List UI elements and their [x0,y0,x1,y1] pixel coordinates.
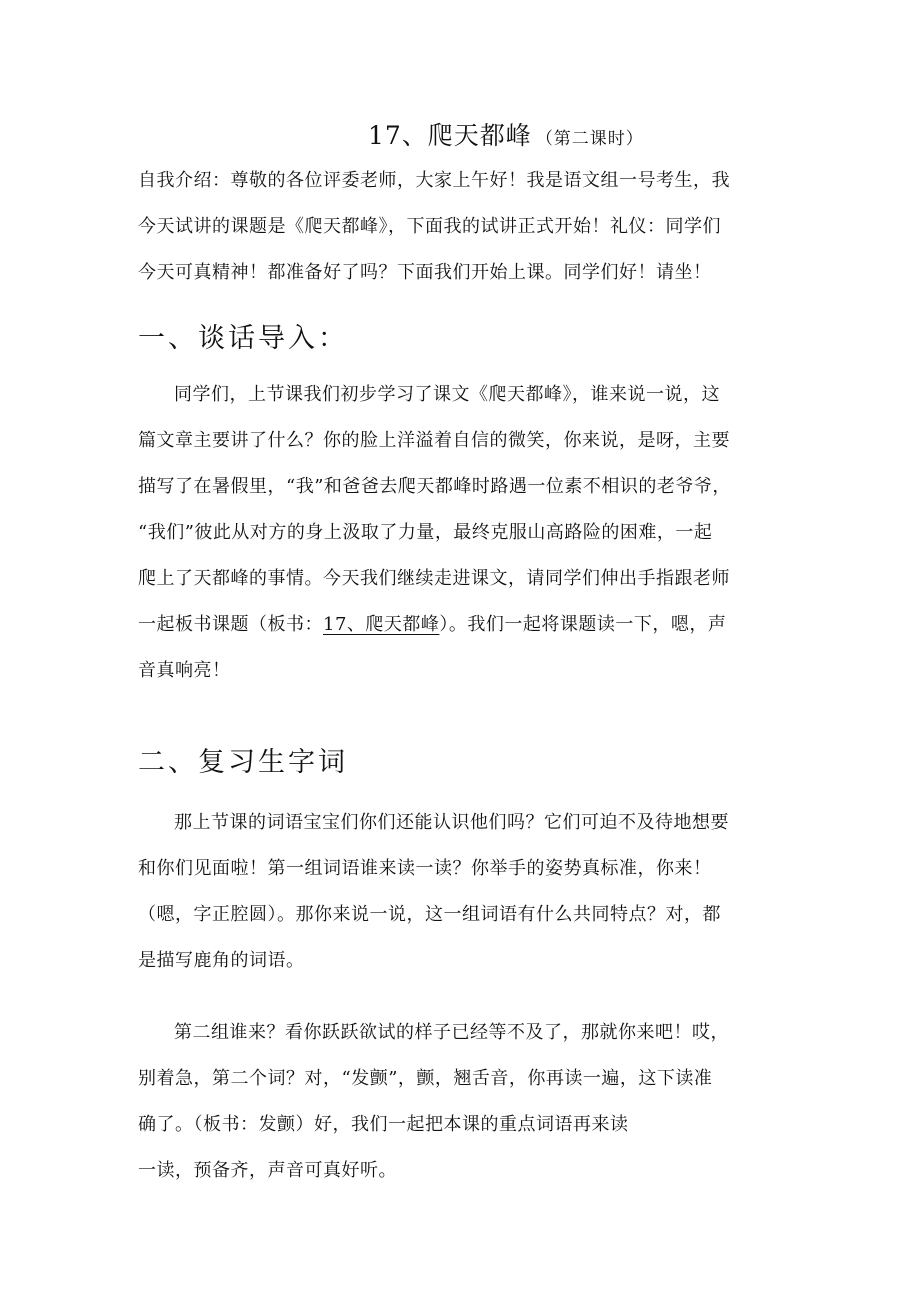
paragraph-line: 一读，预备齐，声音可真好听。 [138,1160,397,1181]
section-heading-1: 一、谈话导入： [138,323,348,354]
intro-paragraph [138,158,788,296]
paragraph-line: 确了。（板书：发颤）好，我们一起把本课的重点词语再来读 [138,1114,629,1135]
paragraph-line-text: 同学们，上节课我们初步学习了课文《爬天都峰》，谁来说一说，这 [174,384,720,405]
section2-paragraph-1 [138,800,788,984]
paragraph-line: 别着急，第二个词？对，“发颤”，颤，翘舌音，你再读一遍，这下读准 [138,1068,713,1089]
paragraph-line: 描写了在暑假里，“我”和爸爸去爬天都峰时路遇一位素不相识的老爷爷， [138,476,731,497]
paragraph-line: 篇文章主要讲了什么？你的脸上洋溢着自信的微笑，你来说，是呀，主要 [138,430,730,451]
line-text: ）。我们一起将课题读一下，嗯，声 [439,614,727,635]
paragraph-line [138,1010,788,1056]
section2-paragraph-2 [138,1010,788,1194]
intro-line: 今天试讲的课题是《爬天都峰》，下面我的试讲正式开始！礼仪：同学们 [138,216,721,237]
intro-line: 今天可真精神！都准备好了吗？下面我们开始上课。同学们好！请坐！ [138,262,712,283]
paragraph-line [138,800,788,846]
paragraph-line [138,372,788,418]
paragraph-line: 是描写鹿角的词语。 [138,950,305,971]
paragraph-line: （嗯，字正腔圆）。那你来说一说，这一组词语有什么共同特点？对，都 [138,904,721,925]
paragraph-line: 爬上了天都峰的事情。今天我们继续走进课文，请同学们伸出手指跟老师 [138,568,730,589]
title-subtitle: （第二课时） [535,129,644,149]
page-title [368,116,644,152]
intro-line: 自我介绍：尊敬的各位评委老师，大家上午好！我是语文组一号考生，我 [138,170,730,191]
paragraph-line: “我们”彼此从对方的身上汲取了力量，最终克服山高路险的困难，一起 [138,522,713,543]
paragraph-line [138,602,788,648]
line-text: 一起板书课题（板书： [138,614,323,635]
title-main: 17、爬天都峰 [368,121,532,150]
section1-paragraph [138,372,788,694]
paragraph-line: 和你们见面啦！第一组词语谁来读一读？你举手的姿势真标准，你来！ [138,858,712,879]
underlined-lesson-title: 17、爬天都峰 [323,614,440,635]
paragraph-line-text: 那上节课的词语宝宝们你们还能认识他们吗？它们可迫不及待地想要 [174,812,729,833]
section-heading-2: 二、复习生字词 [138,747,348,778]
paragraph-line: 音真响亮！ [138,660,231,681]
paragraph-line-text: 第二组谁来？看你跃跃欲试的样子已经等不及了，那就你来吧！哎， [174,1022,729,1043]
